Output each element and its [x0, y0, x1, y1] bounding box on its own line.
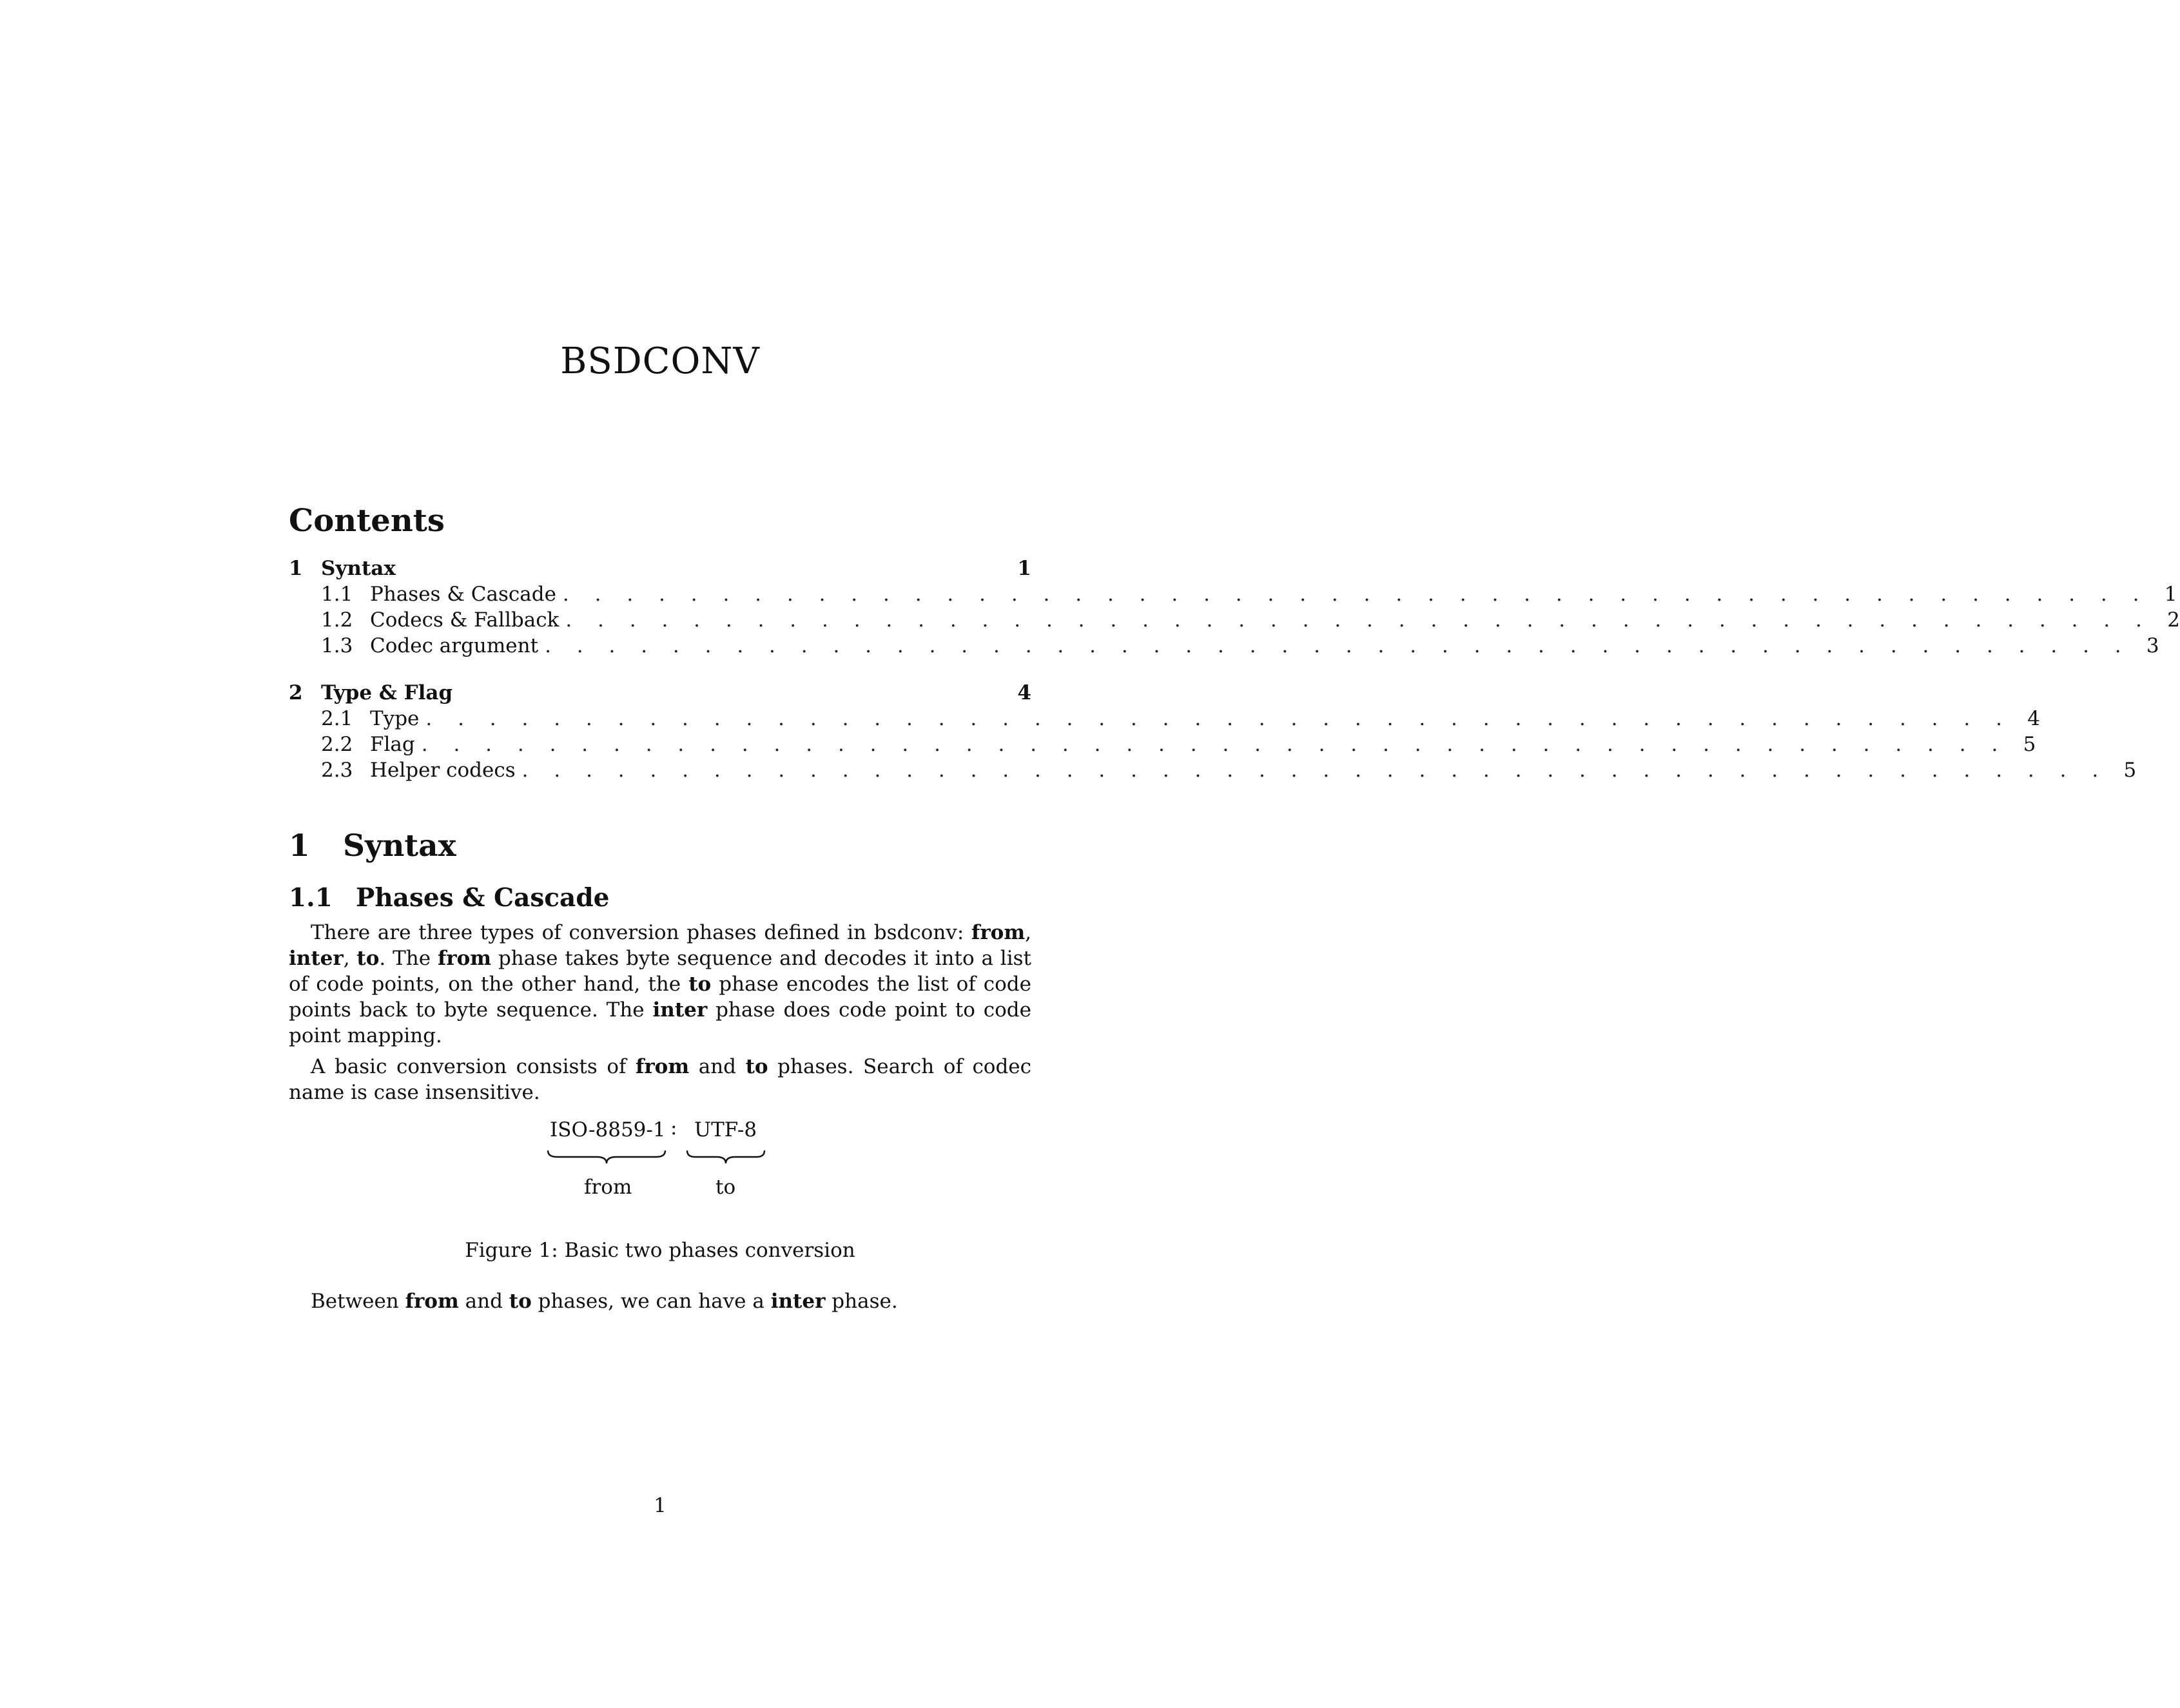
toc-subsection-title: Codecs & Fallback	[370, 608, 560, 632]
paragraph-phases-intro: There are three types of conversion phases defined in bsdconv: from, inter, to. The from phase takes byte sequence and decodes it into a list of code points, on the other hand, the to phase encodes the list of code points back to byte sequence. The inter phase does code point to code point mapping.	[289, 921, 1032, 1047]
toc-section-number: 2	[289, 681, 303, 704]
contents-heading: Contents	[289, 503, 445, 539]
toc-page-number: 4	[1017, 681, 1031, 704]
toc-subsection-number: 2.3	[321, 759, 353, 782]
toc-dot-leader: . . . . . . . . . . . . . . . . . . . . . . . . . . . . . . . . . . . . . . . . . . . . . . . . . .	[421, 733, 2008, 756]
toc-subsection-title: Flag	[370, 733, 415, 756]
toc-section-syntax[interactable]	[289, 556, 1031, 581]
toc-section-number: 1	[289, 557, 303, 580]
subsection-heading	[289, 883, 609, 913]
subsection-title: Phases & Cascade	[356, 883, 610, 913]
toc-dot-leader: . . . . . . . . . . . . . . . . . . . . . . . . . . . . . . . . . . . . . . . . . . . . . . . . . .	[565, 608, 2152, 632]
toc-subsection-phases-cascade[interactable]	[289, 581, 2177, 607]
toc-page-number: 1	[1017, 557, 1031, 580]
toc-dot-leader: . . . . . . . . . . . . . . . . . . . . . . . . . . . . . . . . . . . . . . . . . . . . . . . . . .	[425, 707, 2012, 730]
toc-subsection-title: Helper codecs	[370, 759, 516, 782]
document-title: BSDCONV	[560, 340, 760, 382]
toc-subsection-number: 2.1	[321, 707, 353, 730]
toc-dot-leader: . . . . . . . . . . . . . . . . . . . . . . . . . . . . . . . . . . . . . . . . . . . . . . . . . .	[545, 634, 2131, 657]
toc-page-number: 4	[2027, 707, 2040, 730]
toc-section-type-flag[interactable]	[289, 680, 1031, 706]
toc-subsection-title: Phases & Cascade	[370, 583, 556, 606]
toc-subsection-number: 1.1	[321, 583, 353, 606]
underbrace-from	[547, 1149, 667, 1166]
paragraph-inter-phase: Between from and to phases, we can have a inter phase.	[311, 1290, 898, 1313]
figure-caption: Figure 1: Basic two phases conversion	[465, 1239, 855, 1262]
toc-subsection-number: 2.2	[321, 733, 353, 756]
toc-subsection-codec-argument[interactable]	[289, 633, 2159, 659]
toc-subsection-helper-codecs[interactable]	[289, 757, 2137, 783]
figure-separator: :	[670, 1116, 677, 1140]
toc-subsection-title: Codec argument	[370, 634, 539, 657]
toc-subsection-type[interactable]	[289, 706, 2040, 732]
figure-to-codec: UTF-8	[694, 1118, 757, 1141]
toc-page-number: 5	[2023, 733, 2036, 756]
section-number: 1	[289, 828, 310, 864]
toc-page-number: 1	[2164, 583, 2177, 606]
toc-subsection-flag[interactable]	[289, 732, 2036, 757]
section-title: Syntax	[343, 828, 456, 864]
toc-subsection-number: 1.3	[321, 634, 353, 657]
paragraph-basic-conversion: A basic conversion consists of from and to phases. Search of codec name is case insensitive.	[289, 1055, 1032, 1104]
toc-page-number: 5	[2123, 759, 2137, 782]
underbrace-to	[686, 1149, 766, 1166]
figure-from-label: from	[584, 1176, 632, 1199]
figure-from-codec: ISO-8859-1	[550, 1118, 666, 1141]
toc-dot-leader: . . . . . . . . . . . . . . . . . . . . . . . . . . . . . . . . . . . . . . . . . . . . . . . . . .	[562, 583, 2149, 606]
section-heading	[289, 828, 456, 864]
toc-subsection-codecs-fallback[interactable]	[289, 607, 2180, 633]
toc-section-title: Type & Flag	[321, 681, 453, 704]
toc-page-number: 3	[2146, 634, 2159, 657]
figure-to-label: to	[715, 1176, 736, 1199]
toc-dot-leader: . . . . . . . . . . . . . . . . . . . . . . . . . . . . . . . . . . . . . . . . . . . . . . . . . .	[521, 759, 2108, 782]
toc-subsection-title: Type	[370, 707, 420, 730]
page-number: 1	[654, 1494, 667, 1517]
subsection-number: 1.1	[289, 883, 333, 913]
toc-subsection-number: 1.2	[321, 608, 353, 632]
toc-section-title: Syntax	[321, 557, 396, 580]
toc-page-number: 2	[2167, 608, 2180, 632]
